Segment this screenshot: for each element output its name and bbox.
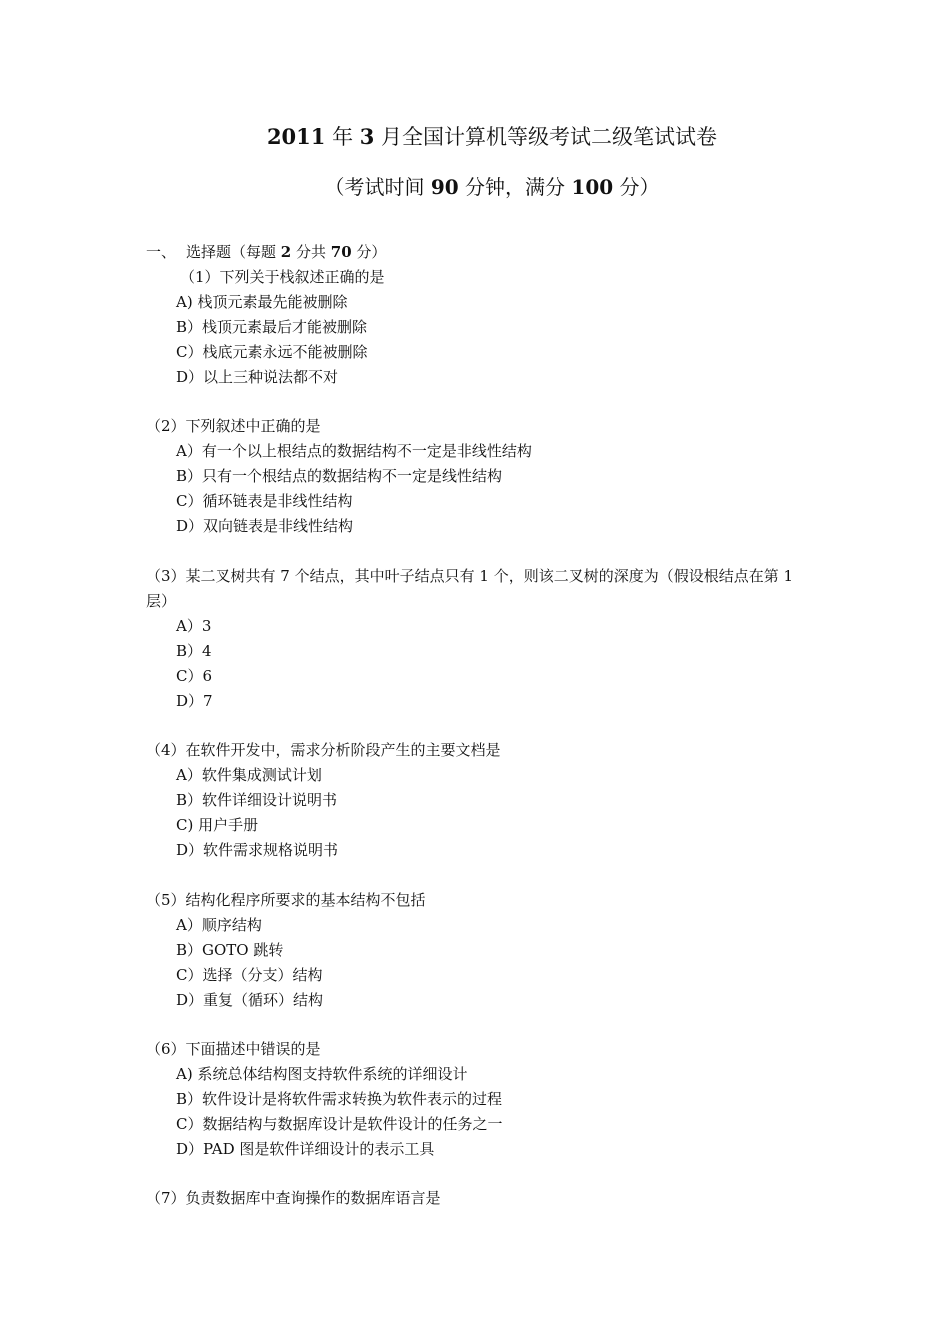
section-points-total: 70 [330, 243, 352, 261]
option-d: D）7 [176, 692, 213, 710]
question-stem: （4）在软件开发中，需求分析阶段产生的主要文档是 [146, 741, 501, 759]
subtitle-open: （考试时间 [324, 175, 431, 199]
option-a: A）有一个以上根结点的数据结构不一定是非线性结构 [176, 442, 532, 460]
page-title [0, 123, 950, 151]
option-a: A）软件集成测试计划 [176, 766, 322, 784]
option-b: B）GOTO 跳转 [176, 941, 284, 959]
option-a: A）3 [176, 617, 212, 635]
question-stem: （1）下列关于栈叙述正确的是 [180, 268, 385, 286]
title-text-1: 年 [325, 125, 360, 149]
question-stem: （3）某二叉树共有 7 个结点，其中叶子结点只有 1 个，则该二叉树的深度为（假设根结点在第 1 层） [146, 567, 798, 610]
section-number: 一、 [146, 243, 177, 261]
option-b: B）只有一个根结点的数据结构不一定是线性结构 [176, 467, 503, 485]
page-subtitle [0, 173, 950, 201]
option-b: B）栈顶元素最后才能被删除 [176, 318, 368, 336]
question-1 [146, 265, 826, 390]
option-c: C）选择（分支）结构 [176, 966, 323, 984]
question-stem: （7）负责数据库中查询操作的数据库语言是 [146, 1189, 441, 1207]
title-month: 3 [359, 124, 375, 149]
option-c: C）循环链表是非线性结构 [176, 492, 353, 510]
title-text-2: 月全国计算机等级考试二级笔试试卷 [374, 125, 718, 149]
option-b: B）软件设计是将软件需求转换为软件表示的过程 [176, 1090, 503, 1108]
option-a: A) 栈顶元素最先能被删除 [176, 293, 348, 311]
section-label: 选择题（每题 [186, 243, 281, 261]
subtitle-minutes: 90 [430, 175, 459, 199]
question-6 [146, 1037, 826, 1162]
option-a: A）顺序结构 [176, 916, 262, 934]
option-c: C）栈底元素永远不能被删除 [176, 343, 368, 361]
question-4 [146, 738, 826, 863]
question-stem: （2）下列叙述中正确的是 [146, 417, 321, 435]
question-3 [146, 564, 814, 714]
option-a: A) 系统总体结构图支持软件系统的详细设计 [176, 1065, 468, 1083]
option-d: D）以上三种说法都不对 [176, 368, 339, 386]
question-stem: （6）下面描述中错误的是 [146, 1040, 321, 1058]
section-heading [146, 242, 386, 262]
question-7 [146, 1186, 826, 1211]
question-stem: （5）结构化程序所要求的基本结构不包括 [146, 891, 426, 909]
question-2 [146, 414, 826, 539]
option-c: C) 用户手册 [176, 816, 259, 834]
option-d: D）PAD 图是软件详细设计的表示工具 [176, 1140, 435, 1158]
question-5 [146, 888, 826, 1013]
option-c: C）数据结构与数据库设计是软件设计的任务之一 [176, 1115, 503, 1133]
section-mid: 分共 [291, 243, 331, 261]
option-d: D）双向链表是非线性结构 [176, 517, 354, 535]
option-d: D）软件需求规格说明书 [176, 841, 339, 859]
section-points-each: 2 [280, 243, 292, 261]
subtitle-close: 分） [613, 175, 660, 199]
title-year: 2011 [266, 124, 326, 149]
subtitle-mid: 分钟，满分 [458, 175, 572, 199]
option-b: B）软件详细设计说明书 [176, 791, 338, 809]
option-b: B）4 [176, 642, 212, 660]
subtitle-score: 100 [571, 175, 614, 199]
option-c: C）6 [176, 667, 213, 685]
option-d: D）重复（循环）结构 [176, 991, 324, 1009]
section-close: 分） [351, 243, 387, 261]
